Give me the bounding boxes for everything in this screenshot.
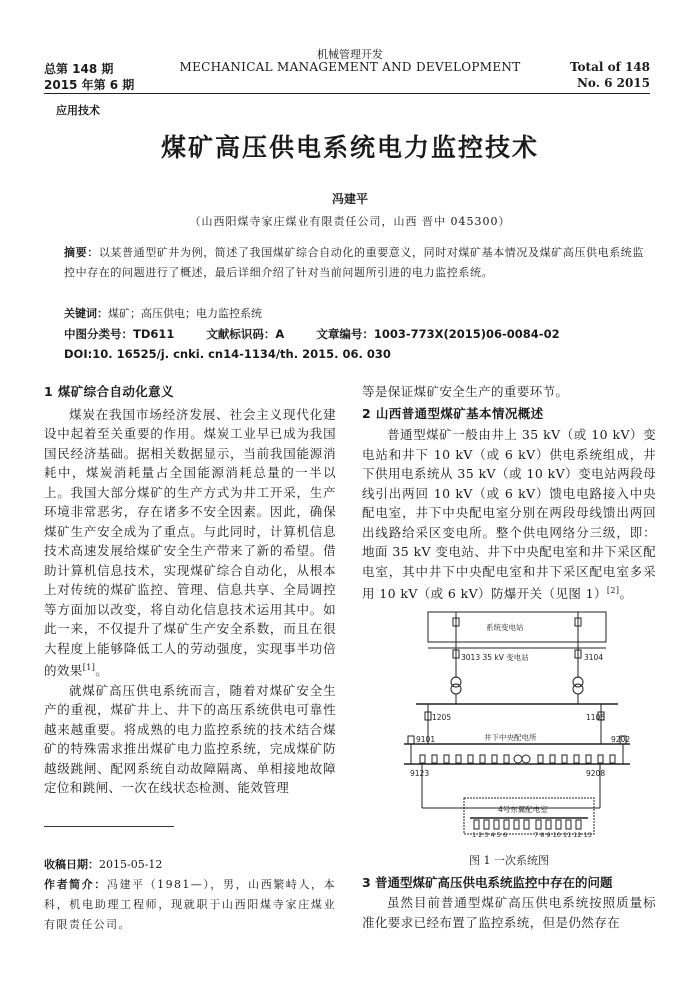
footnote-rule — [44, 826, 174, 827]
figure-1-caption: 图 1 一次系统图 — [469, 854, 549, 867]
paragraph-3 — [362, 425, 656, 604]
clc-number: 中图分类号：TD611 — [64, 327, 175, 341]
article-title: 煤矿高压供电系统电力监控技术 — [160, 133, 539, 162]
breaker-9101 — [408, 736, 414, 744]
label-9202: 9202 — [611, 735, 631, 744]
label-3013: 3013 35 kV 变电站 — [461, 653, 529, 662]
area-breakers — [474, 820, 581, 829]
issue-no-en: No. 6 2015 — [576, 76, 650, 90]
paragraph-continued: 等是保证煤矿安全生产的重要环节。 — [362, 384, 569, 399]
label-9101: 9101 — [416, 735, 436, 744]
bio-label: 作者简介： — [44, 878, 107, 891]
central-feeder-breakers — [420, 755, 615, 763]
abstract — [64, 243, 644, 283]
keywords — [64, 305, 262, 321]
paragraph-1-text: 煤炭在我国市场经济发展、社会主义现代化建设中起着至关重要的作用。煤炭工业早已成为我国国民经济基础。据相关数据显示，当前我国能源消耗中，煤炭消耗量占全国能源消耗总量的一半以上。我国大部分煤矿的生产方式为井工开采，生产环境非常恶劣，存在诸多不安全因素。因此，确保煤矿生产安全成为了重点。与此同时，计算机信息技术高速发展给煤矿安全生产带来了新的希望。借助计算机信息技术，实现煤矿综合自动化，从根本上对传统的煤矿监控、管理、信息共享、全局调控等方面加以改变，将自动化信息技术运用其中。如此一来，不仅提升了煤矿生产安全系数，而且在很大程度上能够降低工人的劳动强度，实现事半功倍的效果 — [44, 406, 336, 679]
label-3104: 3104 — [584, 653, 604, 662]
transformer-left-lower — [451, 684, 461, 694]
section-tag: 应用技术 — [56, 104, 100, 117]
affiliation: （山西阳煤寺家庄煤业有限责任公司，山西 晋中 045300） — [189, 215, 511, 228]
figure-1-system-diagram — [386, 608, 648, 840]
ref-2: [2] — [606, 586, 620, 595]
journal-title-en: MECHANICAL MANAGEMENT AND DEVELOPMENT — [179, 60, 521, 74]
header-rule — [44, 93, 650, 94]
received-line — [44, 855, 336, 875]
left-column — [44, 382, 336, 798]
label-9123: 9123 — [410, 769, 430, 778]
document-code: 文献标识码：A — [206, 327, 285, 341]
footnotes — [44, 855, 336, 935]
section-1-heading: 1 煤矿综合自动化意义 — [44, 384, 174, 399]
doi: DOI:10. 16525/j. cnki. cn14-1134/th. 2015. 06. 030 — [64, 347, 391, 361]
label-area-distribution: 4号东翼配电室 — [498, 805, 548, 814]
abstract-text: 以某普通型矿井为例，简述了我国煤矿综合自动化的重要意义，同时对煤矿基本情况及煤矿高压供电系统监控中存在的问题进行了概述，最后详细介绍了针对当前问题所引进的电力监控系统。 — [64, 246, 645, 279]
section-2-heading: 2 山西普通型煤矿基本情况概述 — [362, 405, 544, 421]
label-row-right: 7 8 9 10 11 12 13 — [534, 831, 592, 839]
issue-total-en: Total of 148 — [569, 60, 650, 74]
label-9208: 9208 — [586, 769, 606, 778]
label-1105: 1105 — [586, 713, 606, 722]
label-1205: 1205 — [432, 713, 452, 722]
label-central-distribution: 井下中央配电所 — [484, 733, 537, 742]
paragraph-4: 虽然目前普通型煤矿高压供电系统按照质量标准化要求已经布置了监控系统，但是仍然存在 — [362, 895, 656, 930]
paragraph-1-end: 。 — [95, 663, 109, 679]
received-label: 收稿日期： — [44, 858, 99, 871]
author-name: 冯建平 — [331, 192, 368, 206]
keywords-label: 关键词： — [64, 307, 108, 320]
issue-total-zh: 总第 148 期 — [44, 62, 114, 76]
journal-title-zh: 机械管理开发 — [317, 48, 383, 61]
section-3-body — [362, 893, 656, 932]
paragraph-3-end: 。 — [619, 586, 633, 602]
section-3-heading: 3 普通型煤矿高压供电系统监控中存在的问题 — [362, 875, 613, 890]
paragraph-3-text: 普通型煤矿一般由井上 35 kV（或 10 kV）变电站和井下 10 kV（或 6 kV）供电系统组成，井下供用电系统从 35 kV（或 10 kV）变电站两段母线引出两回 10 kV（或 6 kV）馈电电路接入中央配电室，井下中央配电室分别在两段母线馈出两回出线路给采区变电所。整个供电网络分三级，即：地面 35 kV 变电站、井下中央配电室和井下采区配电室，其中井下中央配电室和井下采区配电室多采用 10 kV（或 6 kV）防爆开关（见图 1） — [362, 427, 656, 602]
author-bio — [44, 875, 336, 935]
transformer-right-lower — [573, 684, 583, 694]
abstract-label: 摘要： — [64, 246, 99, 259]
issue-year-zh: 2015 年第 6 期 — [44, 78, 135, 92]
article-number: 文章编号：1003-773X(2015)06-0084-02 — [316, 327, 560, 341]
paragraph-2: 就煤矿高压供电系统而言，随着对煤矿安全生产的重视，煤矿井上、井下的高压系统供电可靠性越来越重要。将成熟的电力监控系统的技术结合煤矿的特殊需求推出煤矿电力监控系统，完成煤矿防越级跳闸、配网系统自动故障隔离、单相接地故障定位和跳闸、一次在线状态检测、能效管理 — [44, 682, 336, 796]
classification-line — [64, 326, 588, 342]
received-date: 2015-05-12 — [99, 858, 163, 871]
label-system-substation: 系统变电站 — [486, 623, 524, 632]
ref-1: [1] — [82, 663, 96, 672]
label-row-left: 1 2 3 4 5 6 — [472, 831, 508, 839]
keywords-text: 煤矿；高压供电；电力监控系统 — [108, 307, 262, 320]
bio-text: 冯建平（1981—），男，山西繁峙人，本科，机电助理工程师，现就职于山西阳煤寺家庄煤业有限责任公司。 — [44, 878, 336, 931]
paragraph-1 — [44, 405, 336, 681]
right-column — [362, 382, 656, 604]
